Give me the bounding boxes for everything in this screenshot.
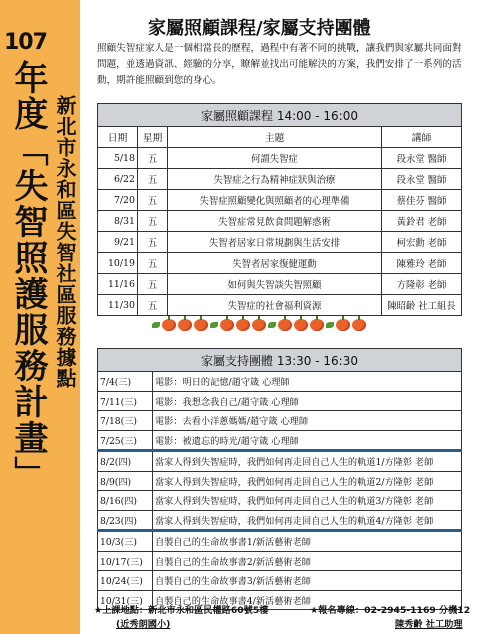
support-content: 當家人得到失智症時，我們如何再走回自己人生的軌道3/方隆彰 老師 [153, 491, 462, 511]
year-number: 107 [4, 30, 47, 55]
course-row [98, 211, 462, 232]
support-content: 電影：我想念我自己/趙守箴 心理師 [153, 391, 462, 411]
support-table [97, 348, 462, 610]
course-topic: 失智者居家日常規劃與生活安排 [168, 232, 382, 253]
course-date: 11/16 [98, 274, 138, 295]
course-speaker: 黃鈴君 老師 [382, 211, 462, 232]
support-content: 電影：去看小洋蔥媽媽/趙守箴 心理師 [153, 411, 462, 431]
support-row [98, 551, 462, 571]
support-date: 7/18(三) [98, 411, 153, 431]
course-topic: 失智者居家復健運動 [168, 253, 382, 274]
support-content: 自製自己的生命故事書4/新活藝術老師 [153, 590, 462, 610]
course-row [98, 148, 462, 169]
course-row [98, 190, 462, 211]
support-date: 8/9(四) [98, 471, 153, 491]
support-row [98, 430, 462, 451]
course-row [98, 274, 462, 295]
course-row [98, 295, 462, 316]
pumpkin-icon [194, 319, 208, 331]
support-row [98, 531, 462, 552]
support-row [98, 391, 462, 411]
course-speaker: 段永堂 醫師 [382, 169, 462, 190]
course-weekday: 五 [138, 253, 168, 274]
page-title: 家屬照顧課程/家屬支持團體 [148, 18, 371, 39]
support-content: 自製自己的生命故事書3/新活藝術老師 [153, 571, 462, 591]
leaf-icon [210, 322, 218, 328]
location-text: ★上課地點：新北市永和區民權路60號5樓 [94, 605, 269, 616]
course-weekday: 五 [138, 211, 168, 232]
support-content: 自製自己的生命故事書1/新活藝術老師 [153, 531, 462, 552]
location-note: (近秀朗國小) [116, 619, 171, 630]
course-date: 9/21 [98, 232, 138, 253]
pumpkin-icon [336, 319, 350, 331]
course-topic: 如何與失智談失智照顧 [168, 274, 382, 295]
support-content: 當家人得到失智症時，我們如何再走回自己人生的軌道1/方隆彰 老師 [153, 451, 462, 472]
course-topic: 失智症的社會福利資源 [168, 295, 382, 316]
course-date: 8/31 [98, 211, 138, 232]
support-date: 7/25(三) [98, 430, 153, 451]
course-date: 5/18 [98, 148, 138, 169]
course-topic: 失智症照顧變化與照顧者的心理準備 [168, 190, 382, 211]
pumpkin-icon [310, 319, 324, 331]
course-weekday: 五 [138, 148, 168, 169]
course-weekday: 五 [138, 274, 168, 295]
course-row [98, 169, 462, 190]
vertical-subtitle: 新北市永和區失智社區服務據點 [53, 95, 77, 389]
support-row [98, 471, 462, 491]
course-speaker: 陳昭齡 社工組長 [382, 295, 462, 316]
course-speaker: 柯宏勳 老師 [382, 232, 462, 253]
support-header: 家屬支持團體 13:30 - 16:30 [98, 349, 462, 372]
course-weekday: 五 [138, 232, 168, 253]
support-content: 當家人得到失智症時，我們如何再走回自己人生的軌道2/方隆彰 老師 [153, 471, 462, 491]
course-weekday: 五 [138, 190, 168, 211]
course-topic: 何謂失智症 [168, 148, 382, 169]
course-weekday: 五 [138, 169, 168, 190]
pumpkin-icon [220, 319, 234, 331]
course-speaker: 段永堂 醫師 [382, 148, 462, 169]
leaf-icon [152, 322, 160, 328]
support-row [98, 451, 462, 472]
leaf-icon [326, 322, 334, 328]
pumpkin-icon [236, 319, 250, 331]
support-row [98, 571, 462, 591]
col-speaker: 講師 [382, 127, 462, 148]
support-row [98, 411, 462, 431]
support-row [98, 510, 462, 531]
col-topic: 主題 [168, 127, 382, 148]
leaf-icon [268, 322, 276, 328]
support-content: 電影：被遺忘的時光/趙守箴 心理師 [153, 430, 462, 451]
col-date: 日期 [98, 127, 138, 148]
pumpkin-icon [178, 319, 192, 331]
pumpkin-icon [352, 319, 366, 331]
col-weekday: 星期 [138, 127, 168, 148]
support-date: 7/11(三) [98, 391, 153, 411]
course-weekday: 五 [138, 295, 168, 316]
support-date: 10/31(三) [98, 590, 153, 610]
course-row [98, 232, 462, 253]
pumpkin-icon [162, 319, 176, 331]
support-date: 8/2(四) [98, 451, 153, 472]
signup-text: ★報名專線：02-2945-1169 分機12 [310, 605, 471, 616]
support-date: 8/16(四) [98, 491, 153, 511]
course-date: 11/30 [98, 295, 138, 316]
support-date: 10/24(三) [98, 571, 153, 591]
contact-person: 陳秀齡 社工助理 [395, 619, 463, 630]
support-row [98, 491, 462, 511]
course-speaker: 方隆彰 老師 [382, 274, 462, 295]
support-content: 電影：明日的記憶/趙守箴 心理師 [153, 372, 462, 392]
support-date: 10/3(三) [98, 531, 153, 552]
course-speaker: 蔡佳芬 醫師 [382, 190, 462, 211]
support-date: 8/23(四) [98, 510, 153, 531]
course-speaker: 陳雅玲 老師 [382, 253, 462, 274]
pumpkin-decoration [152, 318, 366, 332]
course-date: 10/19 [98, 253, 138, 274]
intro-paragraph: 照顧失智症家人是一個相當長的歷程，過程中有著不同的挑戰，讓我們與家屬共同面對問題，並透過資訊、經驗的分享，瞭解並找出可能解決的方案，我們安排了一系列的活動，期許能照顧到您的身心。 [97, 43, 462, 86]
pumpkin-icon [252, 319, 266, 331]
course-row [98, 253, 462, 274]
course-topic: 失智症常見飲食問題解惑術 [168, 211, 382, 232]
support-content: 當家人得到失智症時，我們如何再走回自己人生的軌道4/方隆彰 老師 [153, 510, 462, 531]
course-header: 家屬照顧課程 14:00 - 16:00 [98, 104, 462, 127]
vertical-title: 年度「失智照護服務計畫」 [8, 60, 48, 492]
support-row [98, 372, 462, 392]
support-content: 自製自己的生命故事書2/新活藝術老師 [153, 551, 462, 571]
pumpkin-icon [278, 319, 292, 331]
support-date: 10/17(三) [98, 551, 153, 571]
course-date: 7/20 [98, 190, 138, 211]
course-topic: 失智症之行為精神症狀與治療 [168, 169, 382, 190]
course-date: 6/22 [98, 169, 138, 190]
support-date: 7/4(三) [98, 372, 153, 392]
course-table [97, 103, 462, 316]
pumpkin-icon [294, 319, 308, 331]
